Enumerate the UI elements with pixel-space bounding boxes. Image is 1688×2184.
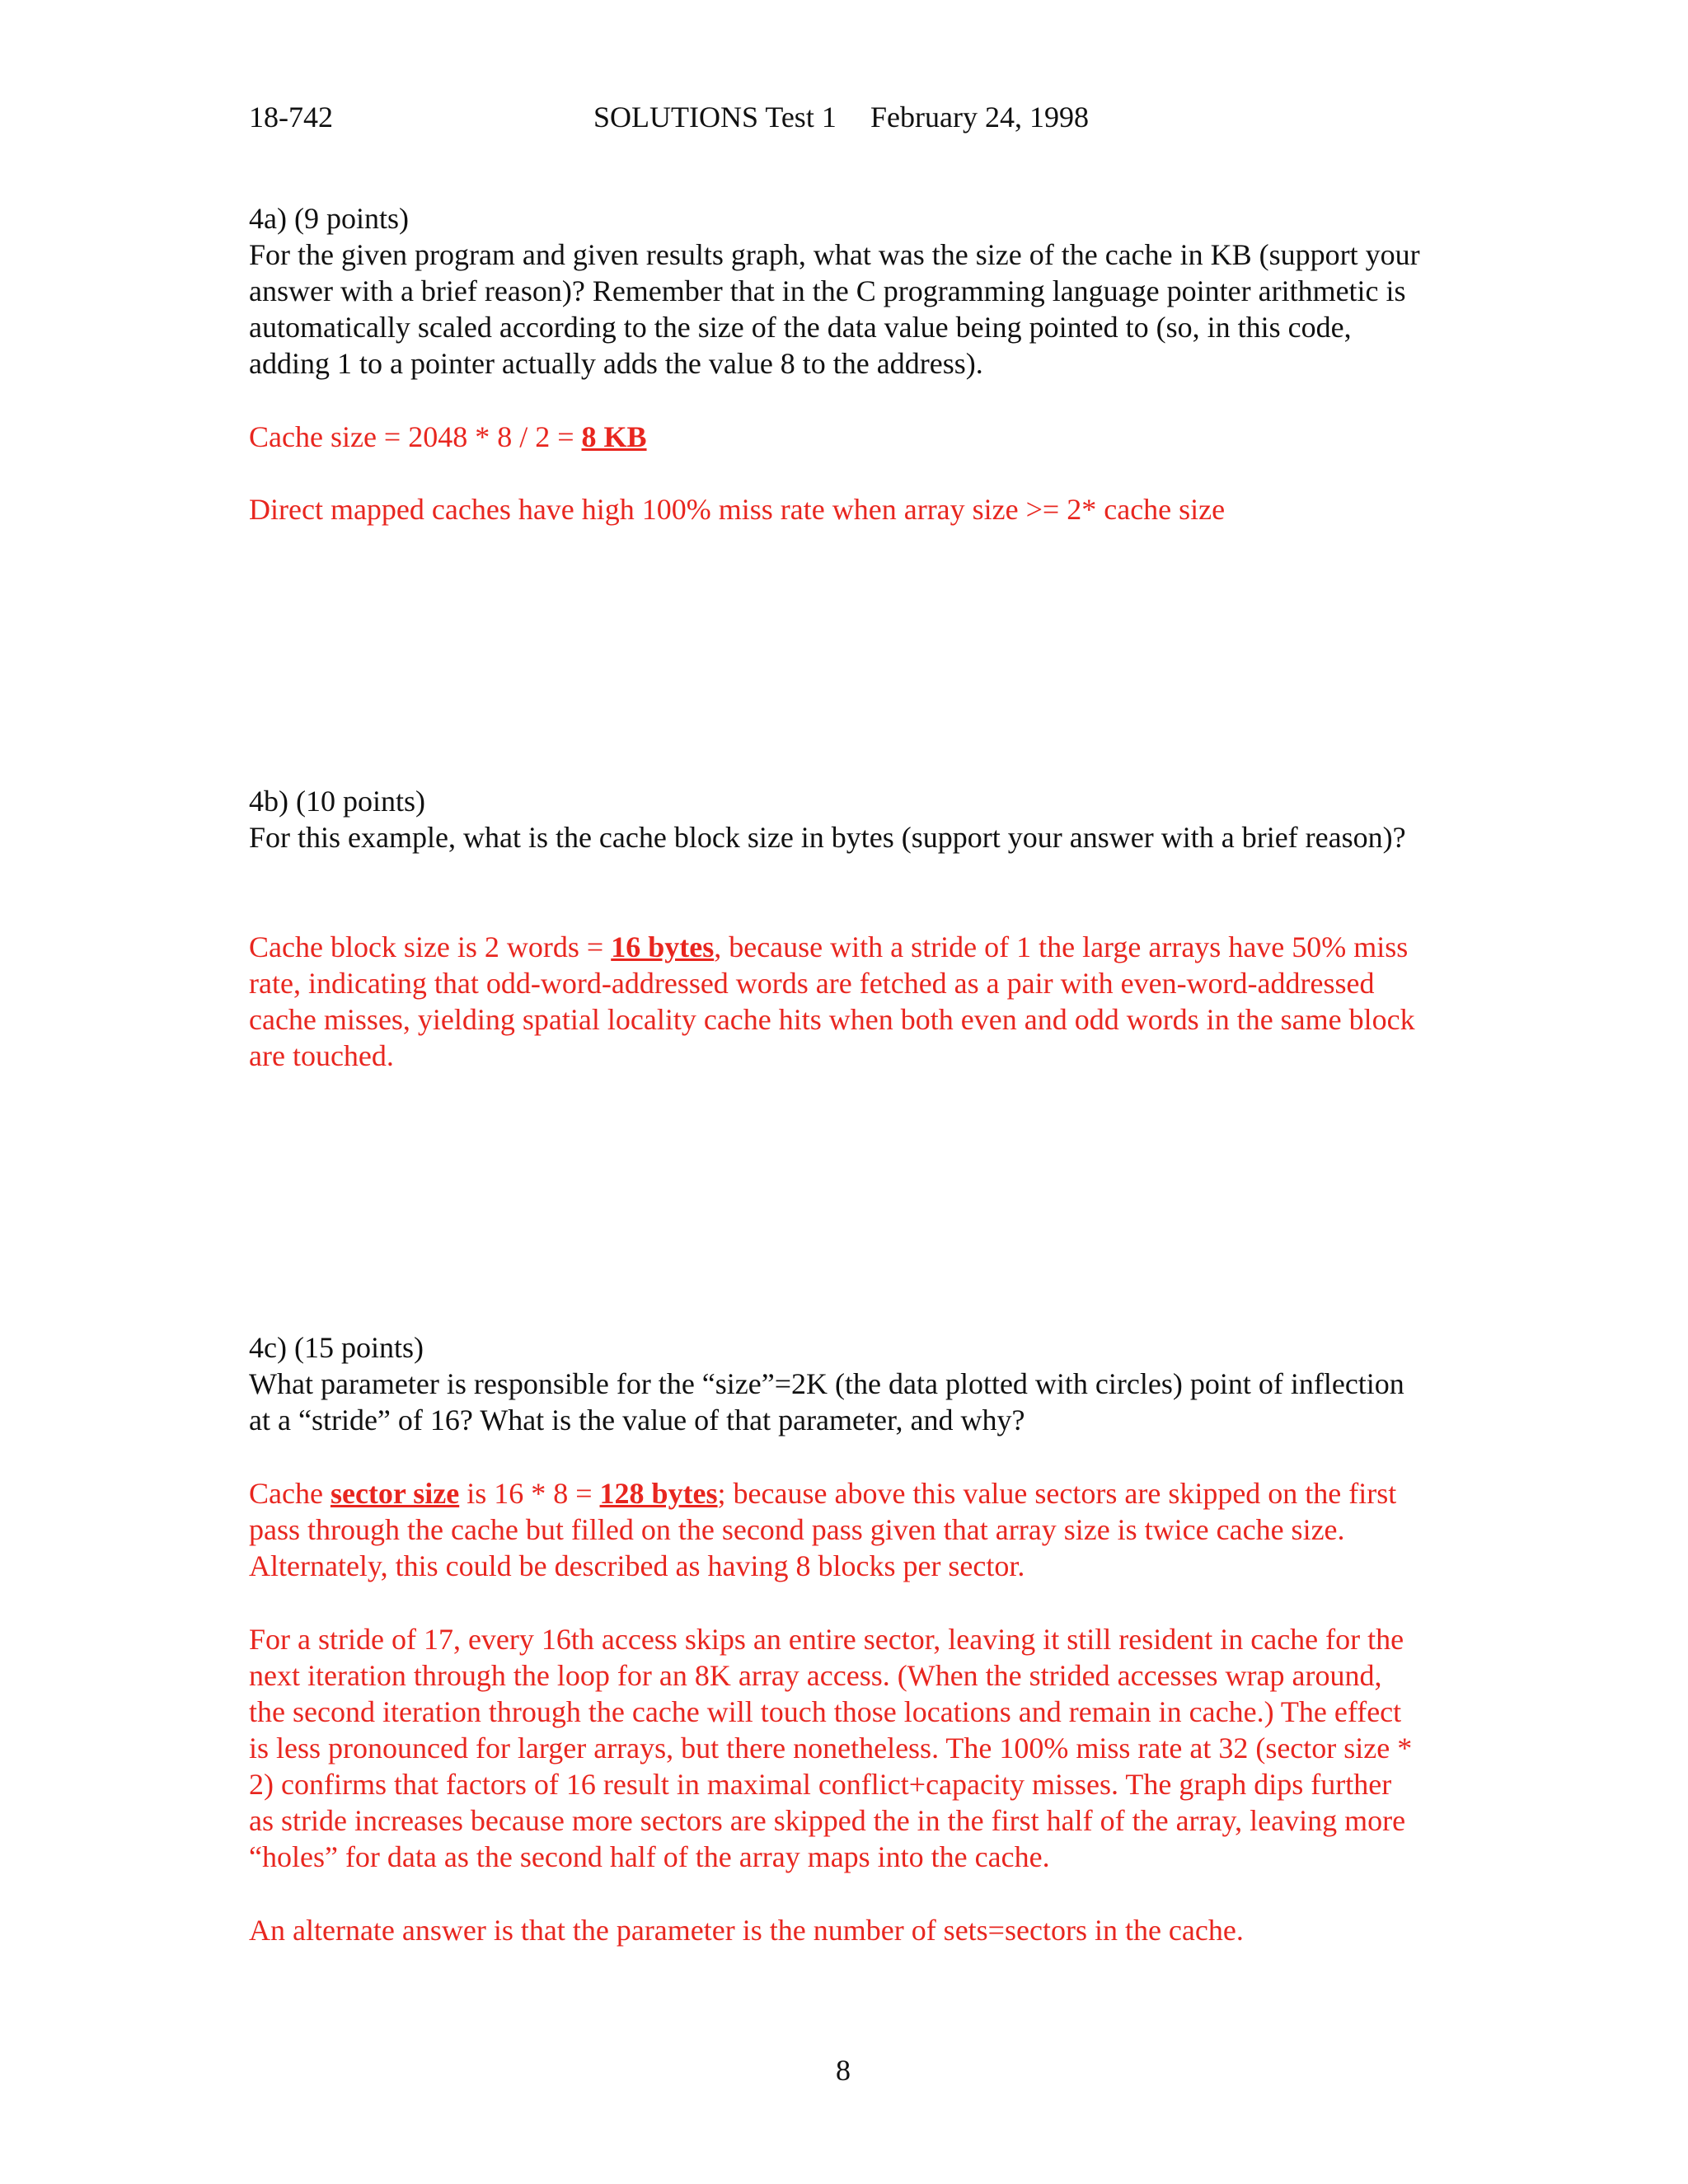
course-number: 18-742 [249,101,333,134]
q4c-question-line: What parameter is responsible for the “size”=2K (the data plotted with circles) point of inflection [249,1367,1404,1400]
q4b-answer-line: rate, indicating that odd-word-addressed words are fetched as a pair with even-word-addressed [249,967,1375,1000]
q4c-answer-prefix: Cache [249,1477,331,1510]
q4b-question: For this example, what is the cache block size in bytes (support your answer with a brief reason)? [249,821,1406,854]
q4b-answer-prefix: Cache block size is 2 words = [249,930,612,963]
page-number: 8 [836,2054,851,2087]
q4c-explanation-line: the second iteration through the cache will touch those locations and remain in cache.) The effect [249,1695,1402,1728]
q4b-answer-suffix: , because with a stride of 1 the large arrays have 50% miss [714,930,1409,963]
q4c-explanation-line: For a stride of 17, every 16th access skips an entire sector, leaving it still resident in cache for the [249,1623,1404,1656]
document-title: SOLUTIONS Test 1 [593,101,837,134]
q4c-alternate-answer: An alternate answer is that the parameter is the number of sets=sectors in the cache. [249,1914,1244,1947]
q4c-answer-line [249,1475,1396,1511]
q4c-explanation-line: “holes” for data as the second half of the array maps into the cache. [249,1840,1050,1873]
q4a-answer-prefix: Cache size = 2048 * 8 / 2 = [249,420,582,453]
q4a-question-line: adding 1 to a pointer actually adds the value 8 to the address). [249,347,983,380]
q4a-answer-value: 8 KB [581,420,647,453]
q4a-question-line: automatically scaled according to the size of the data value being pointed to (so, in this code, [249,311,1352,344]
q4a-answer-reason: Direct mapped caches have high 100% miss rate when array size >= 2* cache size [249,493,1226,526]
q4a-answer [249,419,647,455]
q4b-answer-line: are touched. [249,1039,394,1072]
q4c-heading: 4c) (15 points) [249,1331,424,1364]
q4c-answer-suffix: ; because above this value sectors are skipped on the first [717,1477,1397,1510]
q4c-answer-line: Alternately, this could be described as having 8 blocks per sector. [249,1549,1025,1582]
q4a-heading: 4a) (9 points) [249,202,409,235]
q4c-answer-mid: is 16 * 8 = [459,1477,600,1510]
q4a-question-line: answer with a brief reason)? Remember that in the C programming language pointer arithmetic is [249,274,1406,307]
q4c-explanation-line: is less pronounced for larger arrays, but there nonetheless. The 100% miss rate at 32 (sector size * [249,1732,1413,1765]
q4c-explanation-line: next iteration through the loop for an 8K array access. (When the strided accesses wrap around, [249,1659,1382,1692]
q4b-answer-line: cache misses, yielding spatial locality cache hits when both even and odd words in the same block [249,1003,1415,1036]
q4b-answer-line [249,929,1408,965]
q4c-answer-value: 128 bytes [599,1477,718,1510]
q4c-explanation-line: as stride increases because more sectors are skipped the in the first half of the array, leaving more [249,1804,1406,1837]
document-date: February 24, 1998 [870,101,1089,134]
q4c-explanation-line: 2) confirms that factors of 16 result in maximal conflict+capacity misses. The graph dips further [249,1768,1392,1801]
q4c-answer-line: pass through the cache but filled on the second pass given that array size is twice cache size. [249,1513,1345,1546]
q4b-answer-value: 16 bytes [611,930,715,963]
q4c-question-line: at a “stride” of 16? What is the value of that parameter, and why? [249,1404,1025,1436]
q4c-answer-term: sector size [330,1477,460,1510]
q4a-question-line: For the given program and given results graph, what was the size of the cache in KB (support your [249,238,1420,271]
q4b-heading: 4b) (10 points) [249,785,425,818]
